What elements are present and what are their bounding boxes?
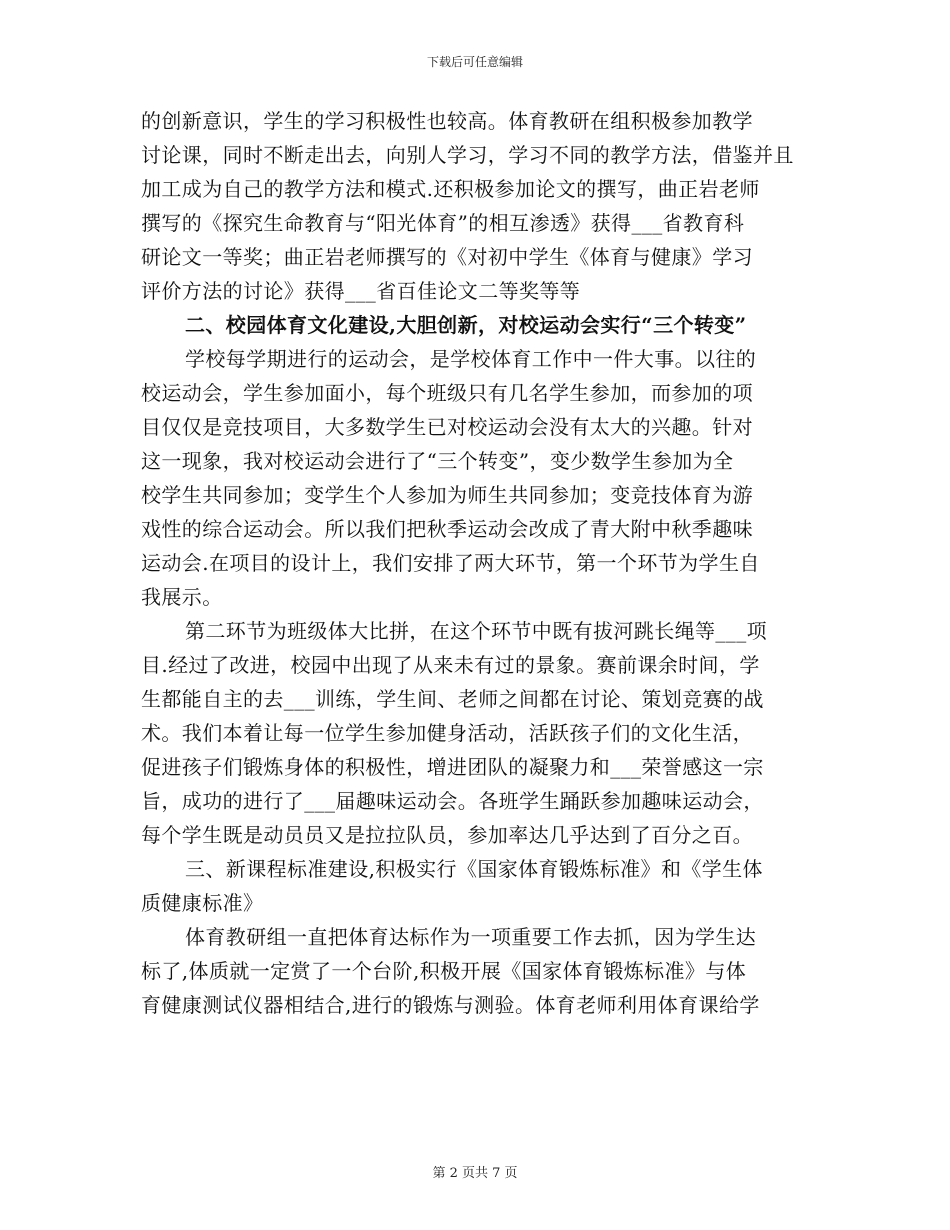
text-line: 体育教研组一直把体育达标作为一项重要工作去抓，因为学生达 [185, 925, 757, 949]
document-body [141, 104, 821, 1022]
text-line: 第二环节为班级体大比拼，在这个环节中既有拔河跳长绳等___项 [185, 619, 767, 643]
section-heading-3 [141, 852, 821, 920]
text-line: 加工成为自己的教学方法和模式.还积极参加论文的撰写，曲正岩老师 [141, 177, 760, 201]
text-line: 育健康测试仪器相结合,进行的锻炼与测验。体育老师利用体育课给学 [141, 993, 760, 1017]
section-heading: 二、校园体育文化建设,大胆创新，对校运动会实行“三个转变” [185, 313, 747, 337]
text-line: 目仅仅是竞技项目，大多数学生已对校运动会没有太大的兴趣。针对 [141, 415, 753, 439]
section-heading: 三、新课程标准建设,积极实行《国家体育锻炼标准》和《学生体 [185, 857, 763, 881]
text-line: 这一现象，我对校运动会进行了“三个转变”，变少数学生参加为全 [141, 449, 734, 473]
text-line: 的创新意识，学生的学习积极性也较高。体育教研在组积极参加教学 [141, 109, 753, 133]
text-line: 校学生共同参加；变学生个人参加为师生共同参加；变竞技体育为游 [141, 483, 753, 507]
paragraph-awards [141, 104, 821, 308]
text-line: 撰写的《探究生命教育与“阳光体育”的相互渗透》获得___省教育科 [141, 211, 745, 235]
text-line: 学校每学期进行的运动会，是学校体育工作中一件大事。以往的 [185, 347, 757, 371]
text-line: 戏性的综合运动会。所以我们把秋季运动会改成了青大附中秋季趣味 [141, 517, 753, 541]
paragraph-sports-meet [141, 342, 821, 614]
text-line: 校运动会，学生参加面小，每个班级只有几名学生参加，而参加的项 [141, 381, 753, 405]
text-line: 生都能自主的去___训练，学生间、老师之间都在讨论、策划竞赛的战 [141, 687, 764, 711]
text-line: 目.经过了改进，校园中出现了从来未有过的景象。赛前课余时间，学 [141, 653, 760, 677]
text-line: 我展示。 [141, 585, 223, 609]
section-heading-2 [141, 308, 821, 342]
text-line: 质健康标准》 [141, 891, 264, 915]
text-line: 运动会.在项目的设计上，我们安排了两大环节，第一个环节为学生自 [141, 551, 760, 575]
text-line: 促进孩子们锻炼身体的积极性，增进团队的凝聚力和___荣誉感这一宗 [141, 755, 764, 779]
paragraph-standards [141, 920, 821, 1022]
text-line: 研论文一等奖；曲正岩老师撰写的《对初中学生《体育与健康》学习 [141, 245, 753, 269]
page-footer: 第 2 页共 7 页 [432, 1166, 518, 1181]
text-line: 旨，成功的进行了___届趣味运动会。各班学生踊跃参加趣味运动会， [141, 789, 764, 813]
text-line: 评价方法的讨论》获得___省百佳论文二等奖等等 [141, 279, 581, 303]
paragraph-second-stage [141, 614, 821, 852]
text-line: 讨论课，同时不断走出去，向别人学习，学习不同的教学方法，借鉴并且 [141, 143, 794, 167]
page-header: 下载后可任意编辑 [426, 55, 523, 69]
text-line: 术。我们本着让每一位学生参加健身活动，活跃孩子们的文化生活， [141, 721, 753, 745]
text-line: 每个学生既是动员员又是拉拉队员，参加率达几乎达到了百分之百。 [141, 823, 753, 847]
text-line: 标了,体质就一定赏了一个台阶,积极开展《国家体育锻炼标准》与体 [141, 959, 747, 983]
